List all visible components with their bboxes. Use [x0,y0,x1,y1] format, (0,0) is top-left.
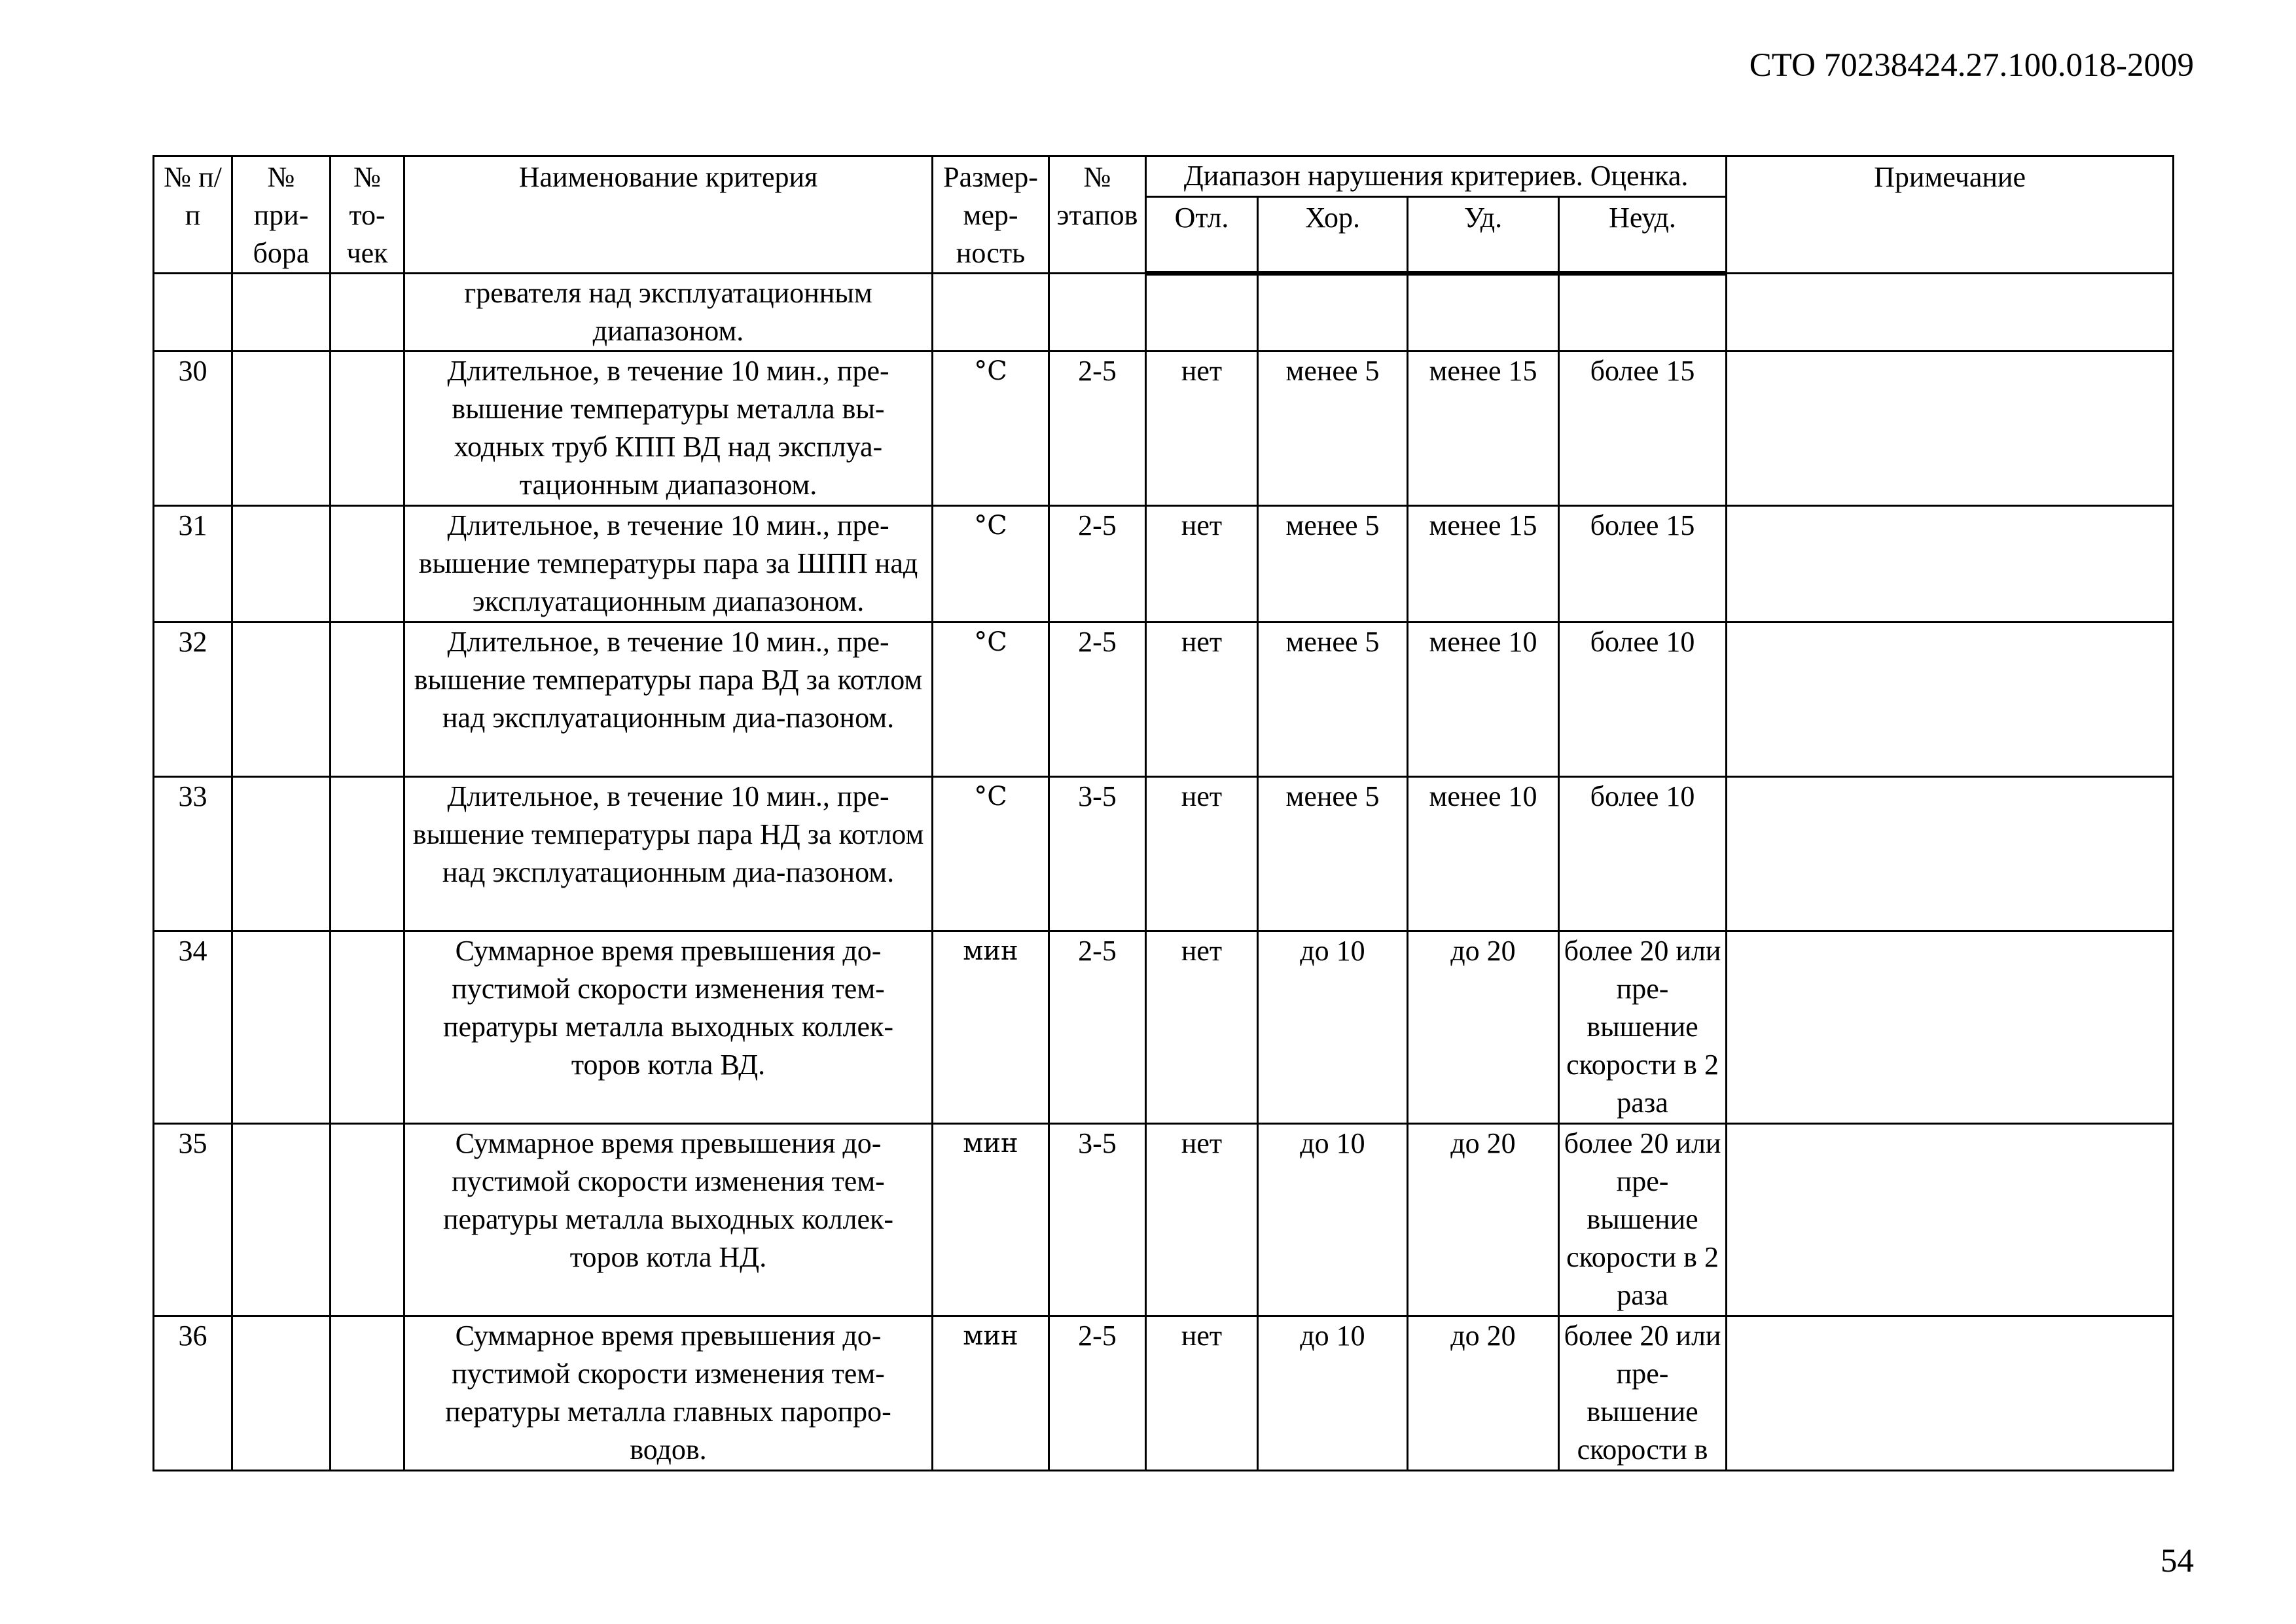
cell-stages: 3-5 [1049,777,1146,931]
cell-satisfactory: менее 15 [1408,506,1559,623]
cell-note [1727,506,2174,623]
cell-good: менее 5 [1258,777,1408,931]
cell-device [232,623,331,777]
cell-note [1727,931,2174,1124]
cell-points [331,274,404,352]
header-points: № то-чек [331,156,404,274]
cell-num: 31 [154,506,232,623]
header-good: Хор. [1258,196,1408,273]
cell-excellent: нет [1146,506,1258,623]
cell-unsatisfactory: более 20 или пре-вышение скорости в [1559,1316,1727,1471]
header-stages: № этапов [1049,156,1146,274]
cell-satisfactory: до 20 [1408,1124,1559,1316]
table-row [154,1124,2174,1316]
cell-name: Суммарное время превышения до-пустимой скорости изменения тем-пературы металла выходных коллек-торов котла НД. [404,1124,933,1316]
table-row [154,506,2174,623]
cell-good: до 10 [1258,931,1408,1124]
cell-unit: мин [933,1316,1049,1471]
cell-unit [933,274,1049,352]
header-row [154,156,2174,197]
cell-satisfactory: менее 10 [1408,623,1559,777]
cell-unsatisfactory: более 10 [1559,777,1727,931]
cell-satisfactory: до 20 [1408,931,1559,1124]
cell-stages: 2-5 [1049,1316,1146,1471]
cell-unit: мин [933,1124,1049,1316]
cell-points [331,506,404,623]
cell-points [331,777,404,931]
table-row [154,352,2174,506]
cell-unit: °С [933,623,1049,777]
cell-stages: 2-5 [1049,506,1146,623]
cell-device [232,506,331,623]
cell-note [1727,623,2174,777]
cell-points [331,352,404,506]
cell-device [232,1124,331,1316]
cell-good: до 10 [1258,1124,1408,1316]
cell-unit: мин [933,931,1049,1124]
cell-name: Длительное, в течение 10 мин., пре-вышение температуры пара НД за котлом над эксплуатационным диа-пазоном. [404,777,933,931]
cell-note [1727,274,2174,352]
cell-num [154,274,232,352]
cell-unsatisfactory: более 20 или пре-вышение скорости в 2 раза [1559,931,1727,1124]
cell-note [1727,777,2174,931]
cell-note [1727,1316,2174,1471]
cell-excellent: нет [1146,931,1258,1124]
cell-good: менее 5 [1258,623,1408,777]
cell-num: 34 [154,931,232,1124]
cell-points [331,1316,404,1471]
cell-points [331,623,404,777]
cell-device [232,274,331,352]
cell-name: Суммарное время превышения до-пустимой скорости изменения тем-пературы металла выходных коллек-торов котла ВД. [404,931,933,1124]
cell-name: Суммарное время превышения до-пустимой скорости изменения тем-пературы металла главных паропро-водов. [404,1316,933,1471]
table-row [154,623,2174,777]
cell-num: 32 [154,623,232,777]
header-range-group: Диапазон нарушения критериев. Оценка. [1146,156,1727,197]
cell-name: гревателя над эксплуатационным диапазоном. [404,274,933,352]
cell-excellent: нет [1146,777,1258,931]
cell-good: до 10 [1258,1316,1408,1471]
cell-unsatisfactory [1559,274,1727,352]
cell-unsatisfactory: более 15 [1559,506,1727,623]
cell-unit: °С [933,506,1049,623]
cell-satisfactory: менее 15 [1408,352,1559,506]
criteria-table-body [154,274,2174,1471]
cell-num: 30 [154,352,232,506]
cell-excellent: нет [1146,623,1258,777]
table-row [154,1316,2174,1471]
cell-good [1258,274,1408,352]
cell-unsatisfactory: более 10 [1559,623,1727,777]
cell-stages: 3-5 [1049,1124,1146,1316]
cell-stages: 2-5 [1049,623,1146,777]
cell-good: менее 5 [1258,506,1408,623]
header-unsatisfactory: Неуд. [1559,196,1727,273]
cell-note [1727,1124,2174,1316]
table-row [154,274,2174,352]
cell-excellent: нет [1146,1316,1258,1471]
cell-excellent: нет [1146,1124,1258,1316]
table-row [154,777,2174,931]
header-excellent: Отл. [1146,196,1258,273]
header-unit: Размер-мер-ность [933,156,1049,274]
cell-points [331,1124,404,1316]
cell-device [232,931,331,1124]
cell-device [232,1316,331,1471]
cell-name: Длительное, в течение 10 мин., пре-вышение температуры пара за ШПП над эксплуатационным диапазоном. [404,506,933,623]
cell-name: Длительное, в течение 10 мин., пре-вышение температуры металла вы-ходных труб КПП ВД над эксплуа-тационным диапазоном. [404,352,933,506]
cell-num: 36 [154,1316,232,1471]
cell-good: менее 5 [1258,352,1408,506]
cell-device [232,352,331,506]
cell-name: Длительное, в течение 10 мин., пре-вышение температуры пара ВД за котлом над эксплуатационным диа-пазоном. [404,623,933,777]
page-number: 54 [2161,1543,2194,1579]
cell-stages: 2-5 [1049,352,1146,506]
criteria-table [152,155,2174,1471]
cell-num: 35 [154,1124,232,1316]
cell-unit: °С [933,777,1049,931]
cell-excellent: нет [1146,352,1258,506]
header-num: № п/п [154,156,232,274]
cell-excellent [1146,274,1258,352]
cell-note [1727,352,2174,506]
header-note: Примечание [1727,156,2174,274]
document-code: СТО 70238424.27.100.018-2009 [1749,47,2194,84]
header-name: Наименование критерия [404,156,933,274]
cell-satisfactory: до 20 [1408,1316,1559,1471]
table-row [154,931,2174,1124]
cell-satisfactory: менее 10 [1408,777,1559,931]
cell-num: 33 [154,777,232,931]
cell-device [232,777,331,931]
cell-unsatisfactory: более 20 или пре-вышение скорости в 2 раза [1559,1124,1727,1316]
cell-stages [1049,274,1146,352]
cell-stages: 2-5 [1049,931,1146,1124]
header-satisfactory: Уд. [1408,196,1559,273]
cell-satisfactory [1408,274,1559,352]
cell-unsatisfactory: более 15 [1559,352,1727,506]
cell-points [331,931,404,1124]
header-device: № при-бора [232,156,331,274]
cell-unit: °С [933,352,1049,506]
